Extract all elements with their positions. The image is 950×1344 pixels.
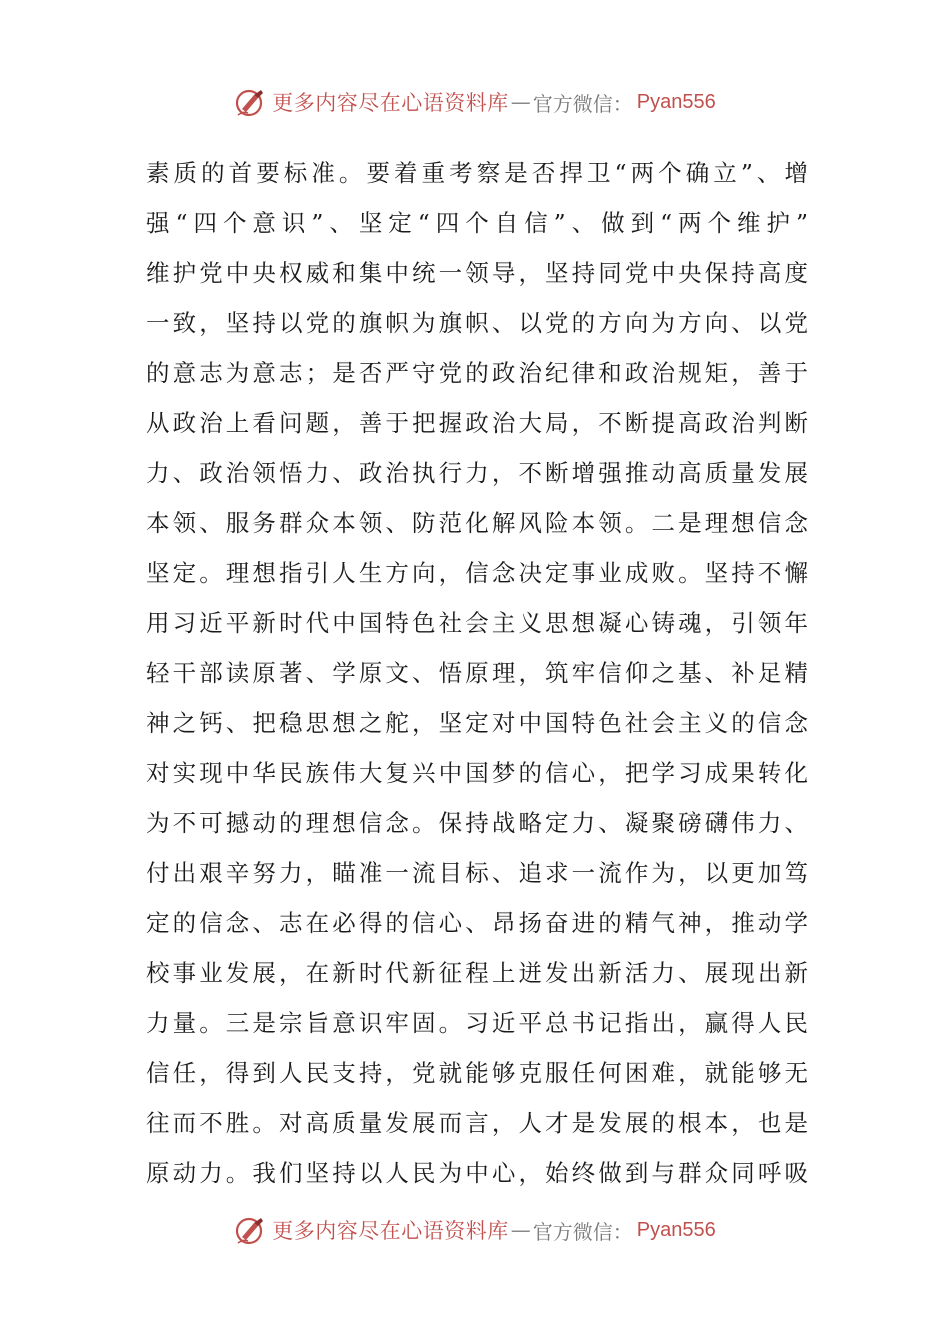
text-line: 的意志为意志；是否严守党的政治纪律和政治规矩，善于 — [146, 359, 808, 387]
header-banner — [0, 82, 950, 122]
document-body — [146, 148, 808, 1198]
text-line: 为不可撼动的理想信念。保持战略定力、凝聚磅礴伟力、 — [146, 809, 808, 837]
text-line: 从政治上看问题，善于把握政治大局，不断提高政治判断 — [146, 409, 808, 437]
header-dash: — — [510, 90, 531, 114]
footer-wechat-label: 官方微信： — [532, 1219, 633, 1244]
text-line: 力、政治领悟力、政治执行力，不断增强推动高质量发展 — [146, 459, 808, 487]
text-line: 一致，坚持以党的旗帜为旗帜、以党的方向为方向、以党 — [146, 309, 808, 337]
text-line: 强“四个意识”、坚定“四个自信”、做到“两个维护” — [146, 209, 808, 237]
text-line: 定的信念、志在必得的信心、昂扬奋进的精气神，推动学 — [146, 909, 808, 937]
text-line: 付出艰辛努力，瞄准一流目标、追求一流作为，以更加笃 — [146, 859, 808, 887]
footer-banner — [0, 1210, 950, 1250]
header-wechat-label: 官方微信： — [532, 91, 633, 116]
text-line: 轻干部读原著、学原文、悟原理，筑牢信仰之基、补足精 — [146, 659, 808, 687]
text-line: 力量。三是宗旨意识牢固。习近平总书记指出，赢得人民 — [146, 1009, 808, 1037]
text-line: 素质的首要标准。要着重考察是否捍卫“两个确立”、增 — [146, 159, 808, 187]
text-line: 维护党中央权威和集中统一领导，坚持同党中央保持高度 — [146, 259, 808, 287]
text-line: 原动力。我们坚持以人民为中心，始终做到与群众同呼吸 — [146, 1159, 808, 1187]
pen-swirl-icon — [234, 1213, 268, 1247]
footer-dash: — — [510, 1218, 531, 1242]
text-line: 坚定。理想指引人生方向，信念决定事业成败。坚持不懈 — [146, 559, 808, 587]
text-line: 往而不胜。对高质量发展而言，人才是发展的根本，也是 — [146, 1109, 808, 1137]
text-line: 校事业发展，在新时代新征程上迸发出新活力、展现出新 — [146, 959, 808, 987]
text-line: 对实现中华民族伟大复兴中国梦的信心，把学习成果转化 — [146, 759, 808, 787]
text-line: 神之钙、把稳思想之舵，坚定对中国特色社会主义的信念 — [146, 709, 808, 737]
footer-wechat-id: Pyan556 — [636, 1218, 716, 1241]
text-line: 信任，得到人民支持，党就能够克服任何困难，就能够无 — [146, 1059, 808, 1087]
text-line: 用习近平新时代中国特色社会主义思想凝心铸魂，引领年 — [146, 609, 808, 637]
footer-site-text: 更多内容尽在心语资料库 — [272, 1219, 509, 1243]
pen-swirl-icon — [234, 85, 268, 119]
header-site-text: 更多内容尽在心语资料库 — [272, 91, 509, 115]
header-wechat-id: Pyan556 — [636, 90, 716, 113]
text-line: 本领、服务群众本领、防范化解风险本领。二是理想信念 — [146, 509, 808, 537]
